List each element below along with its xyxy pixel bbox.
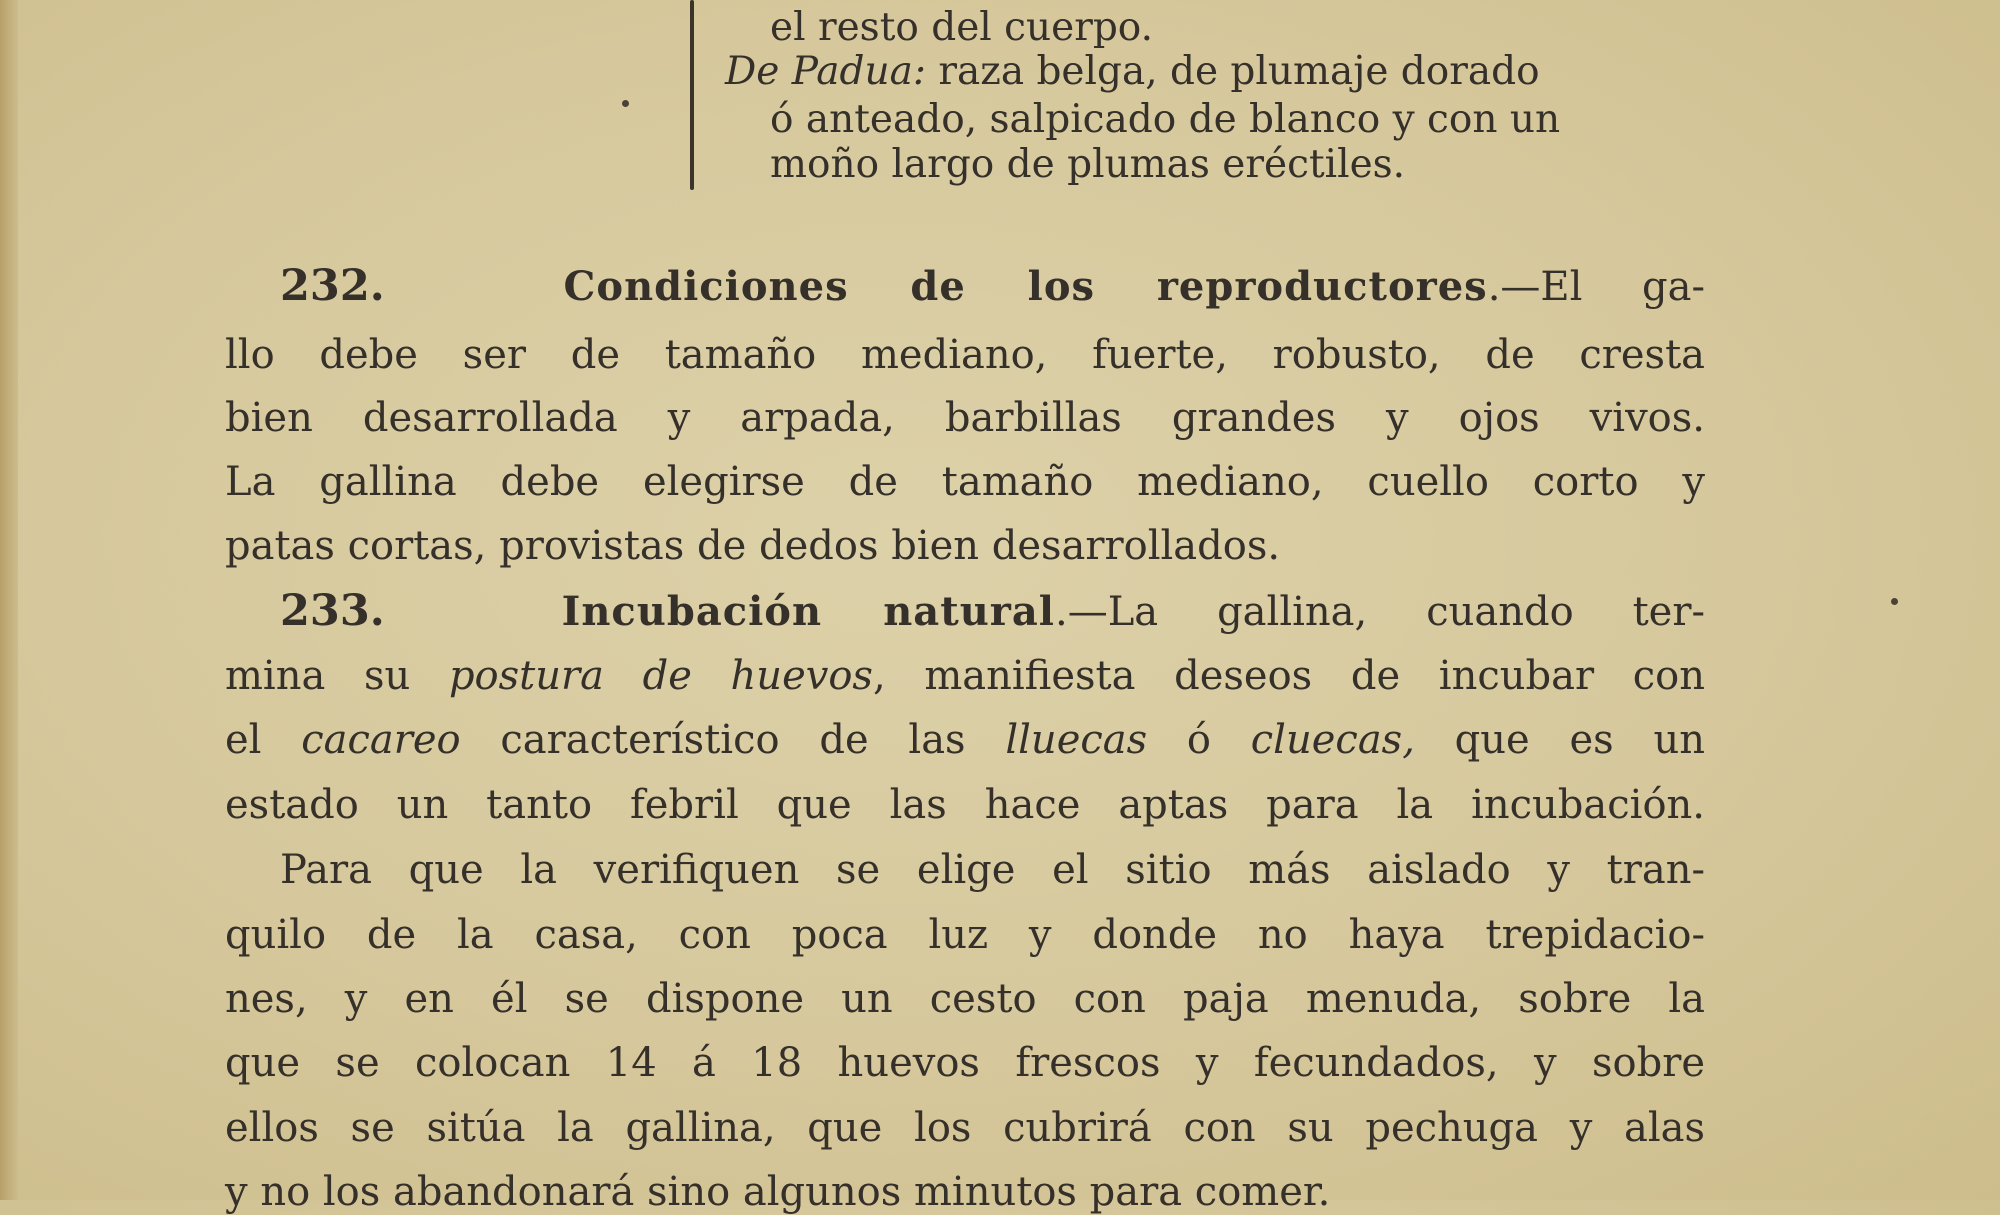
section-text: El ga- (1540, 264, 1705, 310)
paragraph-line: nes, y en él se dispone un cesto con paja menuda, sobre la (225, 976, 1705, 1022)
ink-speck (622, 100, 629, 107)
paragraph-line: quilo de la casa, con poca luz y donde no haya trepidacio- (225, 912, 1705, 958)
breed-line: el resto del cuerpo. (770, 5, 1153, 50)
italic-term: lluecas (1005, 717, 1148, 763)
paragraph-line: ellos se sitúa la gallina, que los cubrirá con su pechuga y alas (225, 1105, 1705, 1151)
italic-term: cluecas, (1250, 717, 1415, 763)
heading-dash: .— (1054, 589, 1108, 635)
text-run: , manifiesta deseos de incubar con (872, 653, 1705, 699)
heading-dash: .— (1487, 264, 1541, 310)
text-run: el (225, 717, 262, 763)
breed-line: moño largo de plumas eréctiles. (770, 142, 1406, 187)
section-232-heading-line (280, 261, 1705, 311)
section-number: 232. (280, 261, 385, 311)
text-run: característico de las (460, 717, 966, 763)
section-number: 233. (280, 586, 385, 636)
paragraph-line (225, 717, 1705, 763)
breed-line-padua (725, 49, 1705, 94)
text-run: mina su (225, 653, 411, 699)
paragraph-line: Para que la verifiquen se elige el sitio más aislado y tran- (280, 847, 1705, 893)
brace-line (690, 0, 694, 190)
italic-term: cacareo (301, 717, 461, 763)
paragraph-line: La gallina debe elegirse de tamaño mediano, cuello corto y (225, 459, 1705, 505)
text-run: ó (1147, 717, 1211, 763)
paragraph-line: llo debe ser de tamaño mediano, fuerte, robusto, de cresta (225, 332, 1705, 378)
breed-text: raza belga, de plumaje dorado (938, 49, 1540, 94)
breed-line: ó anteado, salpicado de blanco y con un (770, 97, 1561, 142)
paragraph-line: que se colocan 14 á 18 huevos frescos y fecundados, y sobre (225, 1040, 1705, 1086)
breed-name: De Padua: (725, 49, 926, 94)
paragraph-line: bien desarrollada y arpada, barbillas grandes y ojos vivos. (225, 395, 1705, 441)
section-heading: Incubación natural (561, 588, 1055, 635)
section-233-heading-line (280, 586, 1705, 636)
section-heading: Condiciones de los reproductores (563, 263, 1488, 310)
paragraph-line: patas cortas, provistas de dedos bien desarrollados. (225, 523, 1281, 569)
paragraph-line: estado un tanto febril que las hace aptas para la incubación. (225, 782, 1705, 828)
paragraph-line: y no los abandonará sino algunos minutos para comer. (225, 1169, 1331, 1215)
italic-term: postura de huevos (448, 653, 873, 699)
text-run: que es un (1414, 717, 1705, 763)
page-edge (0, 0, 18, 1200)
paragraph-line (225, 653, 1705, 699)
section-text: La gallina, cuando ter- (1107, 589, 1705, 635)
ink-speck (1891, 598, 1898, 605)
